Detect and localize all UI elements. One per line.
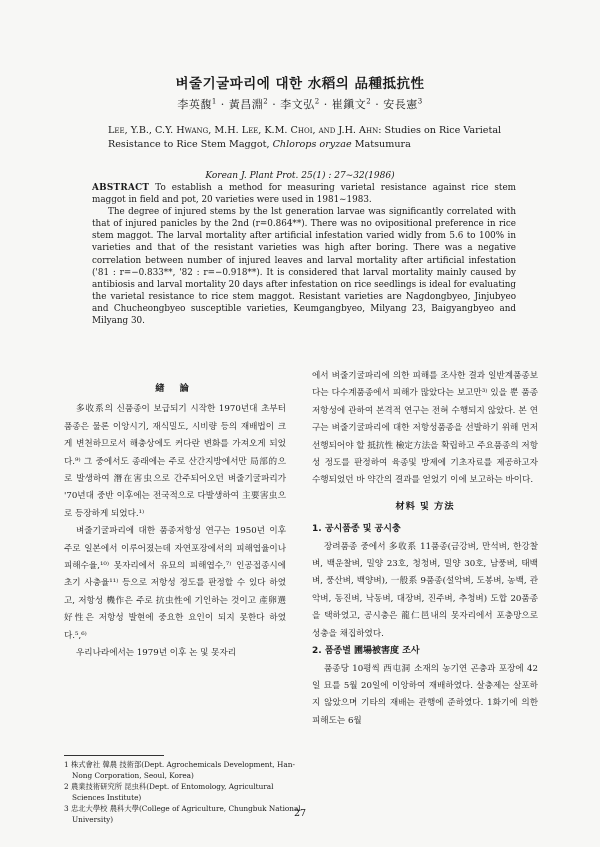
authors-korean	[0, 96, 600, 112]
author-name: 黃昌淵	[228, 98, 264, 111]
subsection-heading: 1. 공시품종 및 공시충	[312, 524, 401, 535]
abstract-paragraph: To establish a method for measuring varietal resistance against rice stem maggot in field and pot, 20 varieties were used in 1981∼1983.	[92, 183, 517, 206]
subsection-heading: 2. 품종별 圃場被害度 조사	[312, 646, 420, 657]
author-separator: ·	[268, 98, 281, 111]
section-heading-methods: 材料 및 方法	[395, 500, 455, 512]
footnote: 1 株式會社 韓農 技術部(Dept. Agrochemicals Development, Han-Nong Corporation, Seoul, Korea)	[64, 760, 295, 780]
author-separator: ·	[216, 98, 229, 111]
english-title: Studies on Rice Varietal Resistance to Rice Stem Maggot,	[108, 125, 502, 150]
body-paragraph: 多收系의 신품종이 보급되기 시작한 1970년대 초부터 품종은 물론 이앙시기, 재식밀도, 시비량 등의 재배법이 크게 변천하므로서 해충상에도 커다란 변화를 가져오게 되었다.⁹⁾ 그 중에서도 종래에는 주로 산간지방에서만 局部的으로 발생하여 潛在害虫으로 간주되어오던 벼줄기굴파리가 '70년대 중반 이후에는 전국적으로 다발생하여 主要害虫으로 등장하게 되었다.¹⁾	[64, 404, 286, 519]
abstract-label: ABSTRACT	[92, 183, 150, 193]
author-name: 安長憲	[383, 98, 418, 111]
left-column	[64, 362, 286, 663]
body-paragraph: 품종당 10평씩 西屯洞 소재의 농기연 곤충과 포장에 42일 묘를 5월 20일에 이앙하여 재배하였다. 살충제는 살포하지 않았으며 기타의 재배는 관행에 준하였다. 1화기에 의한 피해도는 6월	[312, 663, 538, 726]
footnote: 3 忠北大學校 農科大學(College of Agriculture, Chungbuk National University)	[64, 804, 301, 824]
author-separator: ·	[319, 98, 332, 111]
abstract	[92, 182, 516, 327]
body-paragraph: 에서 벼줄기굴파리에 의한 피해를 조사한 결과 일반계품종보다는 다수계품종에서 피해가 많았다는 보고만³⁾ 있을 뿐 품종저항성에 관하여 본격적 연구는 전혀 수행되지 않았다. 본 연구는 벼줄기굴파리에 대한 저항성품종을 선발하기 위해 먼저 선행되어야 할 抵抗性 檢定方法을 확립하고 주요품종의 저항성 정도를 판정하여 육종및 방제에 기초자료를 제공하고자 수행되었던 바 약간의 결과를 얻었기 이에 보고하는 바이다.	[312, 371, 538, 486]
abstract-paragraph: The degree of injured stems by the lst generation larvae was significantly correlated with that of injured panicles by the 2nd (r=0.864**). There was no ovipositional preference in rice stem maggot. The larval mortality after artificial infestation varied widly from 5.6 to 100% in varieties and that of the resistant varieties was high after boring. There was a negative correlation between number of injured leaves and larval mortality after artificial infestation ('81 : r=−0.833**, '82 : r=−0.918**). It is considered that larval mortality mainly caused by antibiosis and larval mortality 20 days after infestation on rice seedlings is ideal for evaluating the varietal resistance to rice stem maggot. Resistant varieties are Nagdongbyeo, Jinjubyeo and Chucheongbyeo susceptible varieties, Keumgangbyeo, Milyang 23, Baigyangbyeo and Milyang 30.	[92, 207, 516, 327]
species-author: Matsumura	[354, 138, 411, 150]
paper-title: 벼줄기굴파리에 대한 水稻의 品種抵抗性	[175, 76, 425, 92]
journal-citation: Korean J. Plant Prot. 25(1) : 27∼32(1986)	[205, 171, 395, 181]
author-name: 崔鎭文	[331, 98, 367, 111]
body-paragraph: 우리나라에서는 1979년 이후 논 및 못자리	[76, 648, 237, 659]
author-separator: ·	[371, 98, 384, 111]
affiliation-mark: 2	[263, 97, 269, 106]
species-name: Chlorops oryzae	[272, 138, 352, 150]
body-paragraph: 장려품종 중에서 多收系 11품종(금강벼, 만석벼, 한강찰벼, 백운찰벼, 밀양 23호, 청청벼, 밀양 30호, 남풍벼, 태백벼, 풍산벼, 백양벼), 一般系 9품종(설악벼, 도봉벼, 농백, 관악벼, 동진벼, 낙동벼, 대장벼, 진주벼, 추청벼) 도합 20품종을 택하였고, 공시충은 龍仁邑내의 못자리에서 포충망으로 성충을 채집하였다.	[312, 541, 538, 639]
right-column	[312, 368, 538, 730]
author-name: 李英馥	[177, 98, 212, 111]
section-heading-introduction: 緖 論	[155, 383, 195, 394]
affiliation-mark: 3	[417, 97, 423, 106]
author-name: 李文弘	[280, 98, 315, 111]
footnote-rule	[64, 755, 164, 756]
footnote: 2 農業技術研究所 昆虫科(Dept. of Entomology, Agricultural Sciences Institute)	[64, 782, 274, 802]
affiliation-mark: 1	[211, 97, 217, 106]
english-citation	[108, 124, 520, 151]
affiliation-mark: 2	[314, 97, 320, 106]
authors-english: Lee, Y.B., C.Y. Hwang, M.H. Lee, K.M. Choi, and J.H. Ahn:	[108, 125, 382, 136]
body-paragraph: 벼줄기굴파리에 대한 품종저항성 연구는 1950년 이후 주로 일본에서 이루어졌는데 자연포장에서의 피해엽율이나 피해수율,¹⁰⁾ 못자리에서 유묘의 피해엽수,⁷⁾ 인공접종시에 초기 사충율¹¹⁾ 등으로 저항성 정도를 판정할 수 있다 하였고, 저항성 機作은 주로 抗虫性에 기인하는 것이고 產卵選好性은 저항성 발현에 중요한 요인이 되지 못한다 하였다.⁵,⁶⁾	[64, 526, 286, 641]
affiliation-mark: 2	[366, 97, 372, 106]
page-number: 27	[293, 808, 307, 819]
